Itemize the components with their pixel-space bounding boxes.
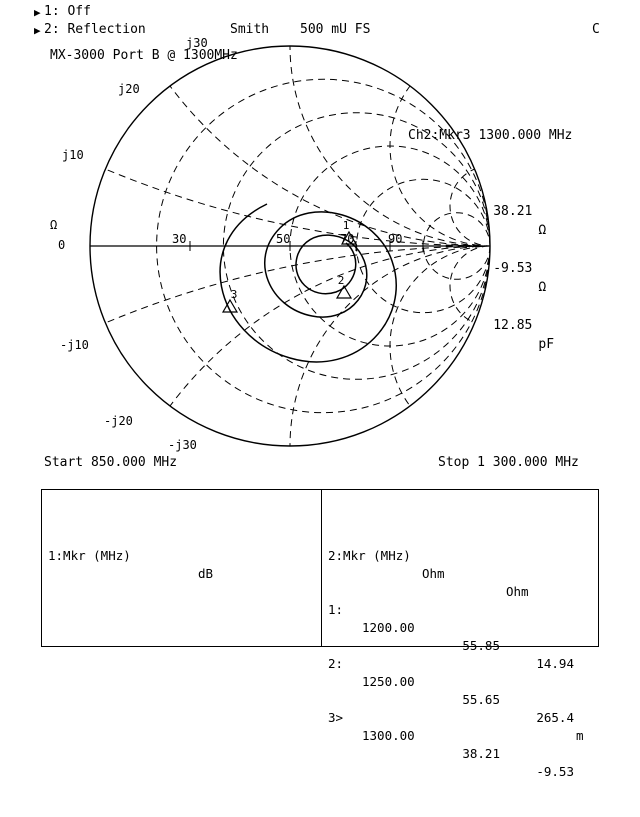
sweep-stop-label: Stop 1 300.000 MHz [438,455,579,470]
row-frequency: 1300.00 [362,728,415,743]
row-resistance: 55.85 [462,638,500,653]
row-frequency: 1250.00 [362,674,415,689]
correction-indicator: C [592,22,600,37]
table2-header-left: 2:Mkr (MHz) [328,548,411,563]
row-reactance: -9.53 [536,764,574,779]
channel2-status: 2: Reflection [44,22,146,37]
row-index: 2: [328,656,344,671]
svg-text:1: 1 [342,219,350,232]
smith-label-j30: j30 [186,36,208,50]
smith-label-j20: j20 [118,82,140,96]
svg-text:3: 3 [230,288,238,301]
sweep-start-label: Start 850.000 MHz [44,455,178,470]
smith-label-j10: j10 [62,148,84,162]
smith-label-r50: 50 [276,232,291,246]
smith-label-omega: Ω [50,218,58,232]
smith-chart-svg [40,36,540,456]
marker-readout-value: -9.53 [493,261,533,276]
smith-label-r90: 90 [388,232,403,246]
row-index: 1: [328,602,344,617]
marker-table-2 [322,490,598,779]
marker-readout-header: Ch2:Mkr3 1300.000 MHz [408,128,573,143]
channel2-scale: 500 mU FS [300,22,371,37]
marker-readout-value: 38.21 [493,204,533,219]
row-resistance: 55.65 [462,692,500,707]
row-frequency: 1200.00 [362,620,415,635]
svg-text:2: 2 [337,274,345,287]
marker-readout-unit: Ω [538,223,547,238]
channel1-marker-icon: ▶ [34,6,41,19]
table2-header [326,529,598,599]
table2-header-right: Ohm [506,584,529,599]
smith-label-r70: 70 [340,232,355,246]
table1-header [46,529,321,581]
row-reactance: 14.94 [536,656,574,671]
table2-header-mid: Ohm [422,566,445,581]
row-reactance: 265.4 [536,710,574,725]
table-row [326,583,598,671]
smith-label-zero: 0 [58,238,66,252]
smith-label-neg-j10: -j10 [60,338,89,352]
marker-readout-unit: pF [538,337,555,352]
marker-readout-value: 12.85 [493,318,533,333]
marker-table-1 [42,490,322,646]
marker-readout-unit: Ω [538,280,547,295]
row-index: 3> [328,710,344,725]
smith-label-r30: 30 [172,232,187,246]
row-reactance-unit: m [576,728,584,743]
smith-marker-2 [337,274,351,298]
channel2-format: Smith [230,22,270,37]
channel2-marker-icon: ▶ [34,24,41,37]
smith-label-neg-j30: -j30 [168,438,197,452]
row-resistance: 38.21 [462,746,500,761]
table1-header-left: 1:Mkr (MHz) [48,548,131,563]
smith-label-neg-j20: -j20 [104,414,133,428]
marker-tables [41,489,599,779]
channel1-status: 1: Off [44,4,91,19]
table1-header-right: dB [198,566,214,581]
page-title: MX-3000 Port B @ 1300MHz [50,48,238,63]
smith-chart [40,36,540,456]
